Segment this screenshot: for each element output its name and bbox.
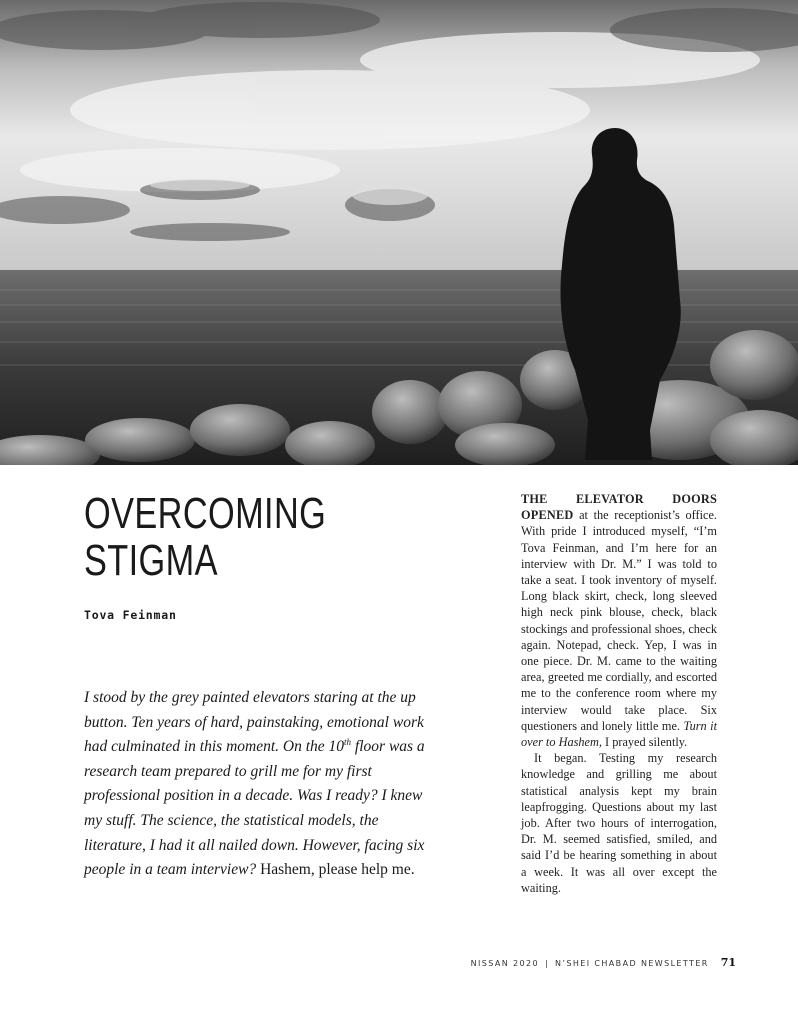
intro-part-1: I stood by the grey painted elevators staring at the up button. Ten years of hard, painstaking, emotional work had culminated in this moment. On the 10 (84, 689, 424, 756)
title-line-2: STIGMA (84, 536, 218, 585)
body-column (521, 491, 717, 896)
author-byline: Tova Feinman (84, 608, 177, 622)
title-line-1: OVERCOMING (84, 489, 327, 538)
article-title (84, 489, 327, 585)
page-number: 71 (720, 956, 736, 969)
hero-photo (0, 0, 798, 465)
body-paragraph-1-italic: Turn it over to Hashem, (521, 718, 717, 750)
footer-issue: NISSAN 2020 (470, 959, 540, 968)
footer-separator: | (544, 959, 550, 968)
intro-paragraph (84, 686, 434, 883)
body-lead-in: THE ELEVATOR DOORS OPENED (521, 492, 717, 523)
body-paragraph-1-text: at the receptionist’s office. With pride I introduced myself, “I’m Tova Feinman, and I’m here for an interview with Dr. M.” I was told to take a seat. I took inventory of myself. Long black skirt, check, long sleeved high neck pink blouse, check, black stockings and professional shoes, check again. Notepad, check. Yep, I was in one piece. Dr. M. came to the waiting area, greeted me cordially, and escorted me to the conference room where my interview would take place. Six questioners and lonely little me. (521, 508, 717, 733)
body-paragraph-2: It began. Testing my research knowledge and grilling me about statistical analysis kept my brain leapfrogging. Questions about my last job. After two hours of interrogation, Dr. M. seemed satisfied, smiled, and said I’d be hearing something in about a week. It was all over except the waiting. (521, 751, 717, 895)
intro-superscript: th (344, 737, 352, 748)
body-paragraph-1 (521, 491, 717, 750)
intro-part-2: floor was a research team prepared to grill me for my first professional position in a decade. Was I ready? I knew my stuff. The science, the statistical models, the literature, I had it all nailed down. However, facing six people in a team interview? (84, 738, 425, 879)
footer-publication: N’SHEI CHABAD NEWSLETTER (555, 959, 709, 968)
page-footer (0, 956, 736, 969)
body-paragraph-1-end: I prayed silently. (601, 735, 688, 750)
intro-part-3: Hashem, please help me. (256, 861, 415, 879)
